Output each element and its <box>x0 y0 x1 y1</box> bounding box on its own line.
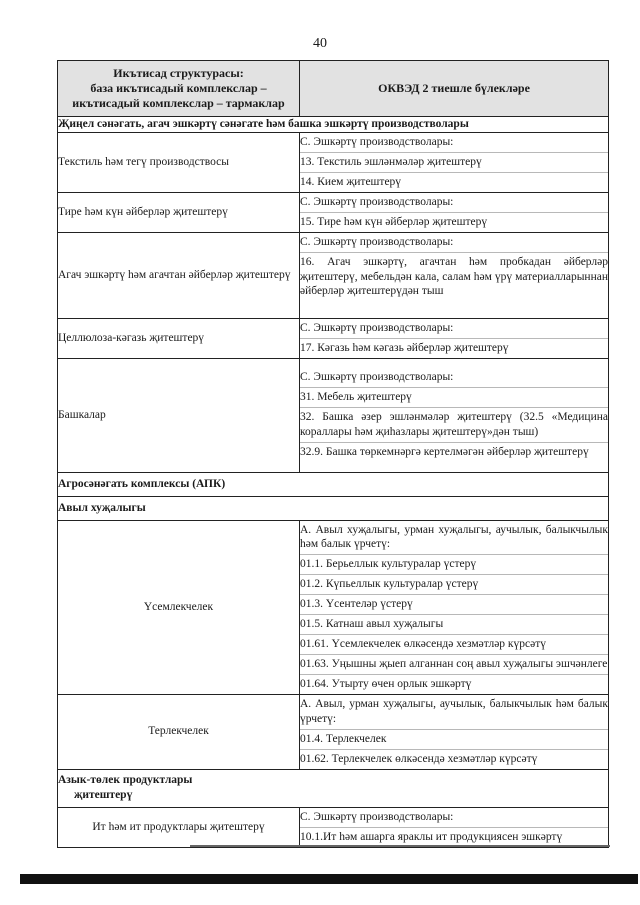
table-header-row <box>58 61 609 117</box>
row-items <box>300 192 609 232</box>
row-items <box>300 232 609 318</box>
row-item: 17. Кәгазь һәм кәгазь әйберләр җитештерү <box>300 341 509 354</box>
section-title-line: Азык-төлек продуктлары <box>58 774 193 787</box>
header-left-line: Икътисад структурасы: <box>113 66 244 80</box>
row-item: С. Эшкәртү производстволары: <box>300 368 608 388</box>
row-item: С. Эшкәртү производстволары: <box>300 319 608 339</box>
row-item: 01.61. Үсемлекчелек өлкәсендә хезмәтләр күрсәтү <box>300 635 608 655</box>
row-item: 32. Башка әзер эшләнмәләр җитештерү (32.5 «Медицина кораллары һәм җиһазлары җитештерү»дән тыш) <box>300 408 608 443</box>
row-name: Агач эшкәртү һәм агачтан әйберләр җитештерү <box>58 232 300 318</box>
table-row <box>58 807 609 847</box>
section-title-line: җитештерү <box>74 789 133 802</box>
row-name: Ит һәм ит продуктлары җитештерү <box>58 807 300 847</box>
table-row <box>58 520 609 694</box>
table-row <box>58 358 609 472</box>
row-item: 14. Кием җитештерү <box>300 175 402 188</box>
header-left-line: икътисадый комплекслар – тармаклар <box>72 96 285 110</box>
scan-bottom-border <box>20 874 638 884</box>
row-items <box>300 132 609 192</box>
section-row <box>58 769 609 807</box>
row-item: 01.4. Терлекчелек <box>300 730 608 750</box>
table-row <box>58 694 609 769</box>
page-number: 40 <box>313 36 327 51</box>
row-item: 15. Тире һәм күн әйберләр җитештерү <box>300 215 488 228</box>
header-left-line: база икътисадый комплекслар – <box>90 81 267 95</box>
header-okved-cell: ОКВЭД 2 тиешле бүлекләре <box>300 61 609 117</box>
row-item: 01.5. Катнаш авыл хуҗалыгы <box>300 615 608 635</box>
row-item: С. Эшкәртү производстволары: <box>300 133 608 153</box>
row-item: 16. Агач эшкәртү, агачтан һәм пробкадан әйберләр җитештерү, мебельдән кала, салам һәм үрү материалларыннан әйберләр җитештерүдән тыш <box>300 255 608 298</box>
row-item: 01.64. Утырту өчен орлык эшкәртү <box>300 678 472 690</box>
row-items <box>300 358 609 472</box>
section-row <box>58 117 609 133</box>
row-item: С. Эшкәртү производстволары: <box>300 233 608 253</box>
row-item: 32.9. Башка төркемнәргә кертелмәгән әйберләр җитештерү <box>300 445 589 458</box>
table-row <box>58 192 609 232</box>
row-item: 13. Текстиль эшләнмәләр җитештерү <box>300 153 608 173</box>
row-item: 01.3. Үсентеләр үстерү <box>300 595 608 615</box>
row-name: Үсемлекчелек <box>58 520 300 694</box>
row-name: Тире һәм күн әйберләр җитештерү <box>58 192 300 232</box>
row-item: А. Авыл хуҗалыгы, урман хуҗалыгы, аучылык, балыкчылык һәм балык үрчетү: <box>300 521 608 556</box>
row-item: 01.62. Терлекчелек өлкәсендә хезмәтләр күрсәтү <box>300 752 538 765</box>
scan-line-divider <box>190 845 610 847</box>
header-structure-cell <box>58 61 300 117</box>
row-item: А. Авыл, урман хуҗалыгы, аучылык, балыкчылык һәм балык үрчетү: <box>300 695 608 730</box>
row-items <box>300 807 609 847</box>
row-item: 10.1.Ит һәм ашарга яраклы ит продукциясен эшкәртү <box>300 830 563 843</box>
row-name: Терлекчелек <box>58 694 300 769</box>
row-name: Текстиль һәм тегү производствосы <box>58 132 300 192</box>
section-row <box>58 496 609 520</box>
section-title: Агросәнәгать комплексы (АПК) <box>58 472 609 496</box>
table-row <box>58 232 609 318</box>
row-item: С. Эшкәртү производстволары: <box>300 193 608 213</box>
row-items <box>300 694 609 769</box>
row-name: Башкалар <box>58 358 300 472</box>
section-title: Авыл хуҗалыгы <box>58 496 609 520</box>
section-title: Җиңел сәнәгать, агач эшкәртү сәнәгате һәм башка эшкәртү производстволары <box>58 117 609 133</box>
table-row <box>58 132 609 192</box>
row-item: 01.1. Берьеллык культуралар үстерү <box>300 555 608 575</box>
row-items <box>300 520 609 694</box>
row-items <box>300 318 609 358</box>
row-item: 31. Мебель җитештерү <box>300 388 608 408</box>
section-row <box>58 472 609 496</box>
section-title <box>58 769 609 807</box>
row-item: 01.63. Уңышны җыеп алганнан соң авыл хуҗалыгы эшчәнлеге <box>300 655 608 675</box>
row-item: 01.2. Күпьеллык культуралар үстерү <box>300 575 608 595</box>
row-item: С. Эшкәртү производстволары: <box>300 808 608 828</box>
row-name: Целлюлоза-кәгазь җитештерү <box>58 318 300 358</box>
okved-table <box>57 60 609 848</box>
table-row <box>58 318 609 358</box>
